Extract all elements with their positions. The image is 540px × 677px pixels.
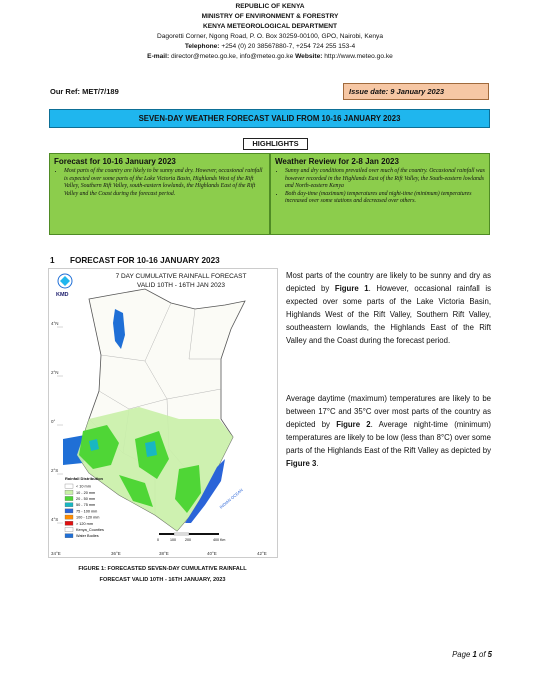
- page-of: of: [476, 650, 488, 659]
- lat-label: 4°N: [51, 321, 59, 326]
- legend-swatch: [65, 527, 73, 531]
- letterhead-department: KENYA METEOROLOGICAL DEPARTMENT: [202, 23, 338, 30]
- legend-swatch: [65, 503, 73, 507]
- scale-label: 100: [170, 538, 176, 542]
- telephone-label: Telephone:: [184, 43, 220, 50]
- letterhead-contact: [0, 52, 540, 62]
- review-highlight-list: [275, 168, 485, 206]
- map-svg: [49, 269, 277, 557]
- figure-reference: Figure 3: [286, 459, 317, 468]
- map-title: 7 DAY CUMULATIVE RAINFALL FORECAST: [115, 273, 247, 280]
- scale-bar: [157, 533, 225, 542]
- map-graticule: [57, 327, 63, 523]
- ocean-label: INDIAN OCEAN: [218, 487, 244, 510]
- legend-swatch: [65, 521, 73, 525]
- email-value[interactable]: director@meteo.go.ke, info@meteo.go.ke: [169, 53, 296, 60]
- forecast-highlight-bullet: • Most parts of the country are likely to be sunny and dry. However, occasional rainfall is expected over some parts of the Lake Victoria Basin, Highlands West of the Rift Valley, Southern Rift Valley, south-eastern lowlands, the Highlands East of the Rift Valley and the Coast during the forecast period.: [64, 168, 265, 198]
- legend-swatch: [65, 509, 73, 513]
- letterhead-republic: REPUBLIC OF KENYA: [235, 3, 305, 10]
- lon-label: 34°E: [51, 551, 61, 556]
- legend-label: 20 - 50 mm: [76, 497, 96, 501]
- legend-label: 50 - 75 mm: [76, 503, 96, 508]
- legend-items: [65, 484, 104, 538]
- forecast-highlight-list: [54, 168, 265, 198]
- legend-swatch: [65, 484, 73, 488]
- legend-swatch: [65, 534, 73, 538]
- review-highlight-box: [270, 153, 490, 235]
- forecast-highlight-title: Forecast for 10-16 January 2023: [54, 157, 176, 166]
- legend-title: Rainfall Distribution: [65, 476, 103, 481]
- rainfall-forecast-map: [48, 268, 278, 558]
- page-total: 5: [487, 650, 492, 659]
- legend-label: 100 - 120 mm: [76, 515, 100, 520]
- page-current: 1: [472, 650, 477, 659]
- website-label: Website:: [295, 53, 323, 60]
- email-label: E-mail:: [147, 53, 170, 60]
- lat-label: 2°S: [51, 468, 59, 473]
- review-highlight-bullet: • Both day-time (maximum) temperatures and night-time (minimum) temperatures increased over some stations and decreased over others.: [285, 191, 485, 206]
- lon-label: 38°E: [159, 551, 169, 556]
- letterhead-address: Dagoretti Corner, Ngong Road, P. O. Box 30259-00100, GPO, Nairobi, Kenya: [156, 33, 384, 40]
- lon-label: 42°E: [257, 551, 267, 556]
- page-label: Page: [452, 650, 473, 659]
- legend-label: > 120 mm: [76, 521, 93, 526]
- scale-label: 200: [185, 538, 191, 542]
- paragraph-text: . However, occasional rainfall is expected over some parts of the Lake Victoria Basin, Highlands West of the Rift Valley, Southern Rift Valley, southeastern lowlands, the Highlands East of the Rift Valley and the Coast during the forecast period.: [286, 284, 491, 345]
- legend-label: Kenya_Counties: [76, 528, 104, 532]
- paragraph-text: Most parts of the country are likely to be sunny and dry as depicted by: [286, 271, 491, 293]
- legend-swatch: [65, 496, 73, 500]
- issue-date-box: Issue date: 9 January 2023: [343, 83, 489, 100]
- forecast-highlight-box: [49, 153, 270, 235]
- section-number: 1: [50, 256, 55, 265]
- letterhead-telephone: [0, 42, 540, 52]
- caption-line: FORECAST VALID 10TH - 16TH JANUARY, 2023: [99, 577, 226, 583]
- title-bar: SEVEN-DAY WEATHER FORECAST VALID FROM 10-16 JANUARY 2023: [49, 109, 490, 128]
- letterhead-ministry: MINISTRY OF ENVIRONMENT & FORESTRY: [201, 13, 339, 20]
- paragraph-text: Average daytime (maximum) temperatures are likely to be between 17°C and 35°C over most parts of the country as depicted by: [286, 394, 491, 429]
- kmd-logo: [56, 274, 72, 298]
- page-number: [452, 650, 492, 659]
- lat-label: 4°S: [51, 517, 59, 522]
- forecast-paragraph-temperature: [286, 392, 491, 470]
- highlights-heading: HIGHLIGHTS: [243, 138, 308, 150]
- legend-label: < 10 mm: [76, 484, 91, 489]
- map-legend: [65, 476, 104, 538]
- section-heading: [50, 256, 220, 265]
- paragraph-text: . Average night-time (minimum) temperatures are likely to be low (less than 8°C) over some parts of the Highlands East of the Rift Valley as depicted by: [286, 420, 492, 455]
- lon-label: 40°E: [207, 551, 217, 556]
- section-title: FORECAST FOR 10-16 JANUARY 2023: [70, 256, 220, 265]
- legend-swatch: [65, 515, 73, 519]
- scale-label: 400 Km: [213, 538, 226, 542]
- legend-label: 10 - 20 mm: [76, 490, 96, 495]
- legend-swatch: [65, 490, 73, 494]
- legend-label: 75 - 100 mm: [76, 509, 98, 514]
- scale-label: 0: [157, 538, 159, 542]
- lon-label: 36°E: [111, 551, 121, 556]
- legend-label: Water Bodies: [76, 534, 99, 539]
- telephone-value: +254 (0) 20 38567880-7, +254 724 255 153-4: [219, 43, 356, 50]
- review-highlight-bullet: • Sunny and dry conditions prevailed over much of the country. Occasional rainfall was however recorded in the Highlands East of the Rift Valley, the South-eastern lowlands and North-eastern Kenya: [285, 168, 485, 191]
- reference-number: Our Ref: MET/7/189: [50, 87, 119, 96]
- forecast-paragraph-rainfall: [286, 269, 491, 347]
- website-value[interactable]: http://www.meteo.go.ke: [322, 53, 393, 60]
- figure-caption: [55, 564, 270, 586]
- logo-text: KMD: [56, 292, 69, 298]
- rainfall-heavy-area: [145, 441, 157, 457]
- caption-line: FIGURE 1: FORECASTED SEVEN-DAY CUMULATIVE RAINFALL: [78, 566, 247, 572]
- review-highlight-title: Weather Review for 2-8 Jan 2023: [275, 157, 399, 166]
- lat-label: 2°N: [51, 370, 59, 375]
- paragraph-text: .: [316, 459, 319, 468]
- lat-label: 0°: [51, 419, 56, 424]
- map-subtitle: VALID 10TH - 16TH JAN 2023: [136, 282, 226, 289]
- figure-reference: Figure 1: [334, 284, 369, 293]
- figure-reference: Figure 2: [336, 420, 371, 429]
